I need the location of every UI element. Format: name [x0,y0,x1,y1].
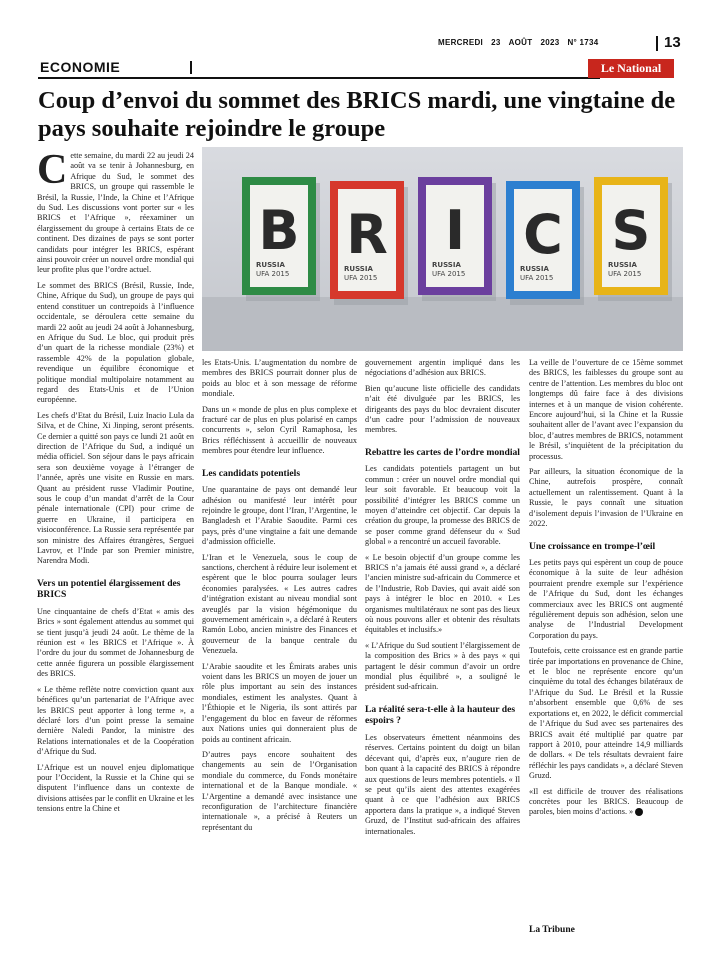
paragraph: Toutefois, cette croissance est en grande partie tirée par importations en provenance de Chine, et le bloc ne représente encore qu’un cinquième du total des échanges bilatéraux de l’Afrique du Sud. Le Brésil et la Russie n’absorbent ensemble que 0,6% de ses exportations et, en 2022, le déficit commercial de l’Afrique du Sud avec ses partenaires des BRICS avait été multiplié par quatre par rapport à 2010, pour atteindre 14,9 milliards de dollars. « De tels résultats devraient faire réfléchir les pays candidats », a déclaré Steven Gruzd. [529,646,683,781]
drop-cap: C [37,147,68,193]
frame-caption-line2: UFA 2015 [344,274,378,282]
article-column-4 [529,358,683,823]
paragraph: Une quarantaine de pays ont demandé leur adhésion ou manifesté leur intérêt pour rejoindre le groupe, dont l’Iran, l’Argentine, le Bangladesh et l’Arabie Saoudite. Parmi ces pays, près d’une vingtaine a fait une demande d’admission officielle. [202,485,357,547]
page-number: 13 [664,34,681,51]
newspaper-brand: Le National [588,59,674,78]
paragraph [529,787,683,818]
article-photo [202,147,683,351]
subheading: Les candidats potentiels [202,467,301,479]
paragraph: D’autres pays encore souhaitent des changements au sein de l’Organisation mondiale du commerce, du Fonds monétaire international et de la Banque mondiale. « L’Argentine a demandé avec insistance une reconfiguration de l’architecture financière internationale », a précisé à Reuters un représentant du [202,749,357,832]
frame-caption-line2: UFA 2015 [432,270,466,278]
paragraph: Les chefs d’Etat du Brésil, Luiz Inacio Lula da Silva, et de Chine, Xi Jinping, seront présents. Ce dernier a quitté son pays ce lundi 21 août en direction de l’Afrique du Sud, a indiqué un média officiel. Son séjour dans le pays africain sera son deuxième voyage à l’étranger de l’année, après une visite en Russie en mars. Quant au président russe Vladimir Poutine, sous le coup d’un mandat d’arrêt de la Cour pénale internationale (CPI) pour crime de guerre en Ukraine, il participera en visioconférence. La Russie sera représentée par son ministre des Affaires étrangères, Serguei Lavrov, et l’Inde par son Premier ministre, Narendra Modi. [37,410,194,566]
paragraph: Bien qu’aucune liste officielle des candidats n’ait été divulguée par les BRICS, les dirigeants des pays du bloc devraient discuter d’un cadre pour l’admission de nouveaux membres. [365,383,520,435]
issue-meta [438,38,607,47]
paragraph: gouvernement argentin impliqué dans les négociations d’adhésion aux BRICS. [365,358,520,378]
closing-quote: «Il est difficile de trouver des réalisations concrètes pour les BRICS. Beaucoup de paroles, bien moins d’actions. » [529,786,683,817]
paragraph: L’Iran et le Venezuela, sous le coup de sanctions, cherchent à réduire leur isolement et espèrent que le bloc pourra soulager leurs économies paralysées. « Les autres cadres d’intégration existant au niveau mondial sont aveuglés par la vision hégémonique du gouvernement américain », a déclaré à Reuters Ramón Lobo, ancien ministre des Finances et gouverneur de la banque centrale du Venezuela. [202,552,357,656]
paragraph: Une cinquantaine de chefs d’Etat « amis des Brics » sont également attendus au sommet qui se tient jusqu’à jeudi 24 août. Le thème de la réunion est « les BRICS et l’Afrique ». À l’ordre du jour du sommet de Johannesburg de cette année figurera un possible élargissement des BRICS. [37,606,194,679]
article-headline: Coup d’envoi du sommet des BRICS mardi, une vingtaine de pays souhaite rejoindre le groupe [38,87,676,142]
brics-frame-c [506,181,584,305]
page-number-divider [656,36,658,51]
frame-letter: C [523,203,563,266]
frame-caption-line2: UFA 2015 [608,270,642,278]
frame-letter: S [611,199,651,262]
paragraph [37,147,194,276]
paragraph: Les petits pays qui espèrent un coup de pouce économique à la suite de leur adhésion pourraient prendre exemple sur l’expérience de l’Afrique du Sud, dont les échanges commerciaux avec les BRICS ont augmenté régulièrement depuis son adhésion, selon une analyse de l’Industrial Development Corporation du pays. [529,558,683,640]
paragraph: Dans un « monde de plus en plus complexe et fracturé car de plus en plus polarisé en camps concurrents », selon Cyril Ramaphosa, les Brics réfléchissent à accueillir de nouveaux membres pour étendre leur influence. [202,404,357,456]
paragraph: Les candidats potentiels partagent un but commun : créer un nouvel ordre mondial qui leur soit favorable. Et beaucoup voit la possibilité d’intégrer les BRICS comme un moyen d’atteindre cet objectif. Car depuis la création du groupe, la promesse des BRICS de se poser comme grand défenseur du « Sud global » a rencontré un accueil favorable. [365,464,520,547]
article-column-1 [37,147,194,820]
issue-year: 2023 [540,38,560,47]
brics-frame-i [418,177,496,301]
photo-table [202,297,683,351]
subheading: Vers un potentiel élargissement des BRICS [37,577,181,601]
frame-caption-line1: RUSSIA [256,261,285,269]
subheading: Rebattre les cartes de l’ordre mondial [365,446,520,458]
frame-caption-line1: RUSSIA [344,265,373,273]
subheading: Une croissance en trompe-l’œil [529,540,656,552]
frame-letter: R [346,203,388,266]
brics-frame-b [242,177,320,301]
paragraph: Les observateurs émettent néanmoins des réserves. Certains pointent du doigt un bilan décevant qui, d’après eux, n’augure rien de bon quant à la capacité des BRICS à répondre aux questions de leurs membres potentiels. « Il se peut qu’ils aient des attentes exagérées quant à ce que l’adhésion aux BRICS apportera dans la pratique », a indiqué Steven Gruzd, de l’Institut sud-africain des affaires internationales. [365,732,520,836]
brics-frame-r [330,181,408,305]
paragraph: « L’Afrique du Sud soutient l’élargissement de la composition des Brics » à des pays « qui partagent le désir commun d’avoir un ordre mondial plus équilibré », a souligné le président sud-africain. [365,640,520,692]
paragraph: L’Afrique est un nouvel enjeu diplomatique pour l’Occident, la Russie et la Chine qui se disputent l’influence dans un contexte de divisions attisées par le conflit en Ukraine et les tensions entre la Chine et [37,762,194,814]
frame-caption-line1: RUSSIA [608,261,637,269]
paragraph: « Le besoin objectif d’un groupe comme les BRICS n’a jamais été aussi grand », a déclaré l’ancien ministre sud-africain du Commerce et de l’Industrie, Rob Davies, qui avait aidé son pays à intégrer le bloc en 2010. « Les organismes multilatéraux ne sont pas des lieux où nous pouvons aller et obtenir des résultats équitables et inclusifs.» [365,552,520,635]
paragraph: « Le thème reflète notre conviction quant aux bénéfices qu’un partenariat de l’Afrique avec les BRICS peut apporter à long terme », a déclaré lors d’un point presse la semaine dernière Naledi Pandor, la ministre des Relations internationales et de la Coopération d’Afrique du Sud. [37,684,194,757]
frame-caption-line2: UFA 2015 [520,274,554,282]
brics-frame-s [594,177,672,301]
paragraph: Par ailleurs, la situation économique de la Chine, autrefois prospère, connaît actuellement un ralentissement. Quant à la Russie, le pays connaît une situation d’isolement depuis l’invasion de l’Ukraine en 2022. [529,467,683,529]
section-label: ECONOMIE [40,59,121,75]
issue-number: N° 1734 [567,38,599,47]
issue-day: MERCREDI [438,38,484,47]
issue-month: AOÛT [508,38,533,47]
frame-letter: B [258,199,300,262]
frame-caption-line1: RUSSIA [432,261,461,269]
end-mark-icon [635,808,643,816]
paragraph: La veille de l’ouverture de ce 15ème sommet des BRICS, les faiblesses du groupe sont au centre de l’attention. Les membres du bloc ont longtemps dû faire face à des divisions internes et à un manque de vision cohérente. Encore aujourd’hui, si la Chine et la Russie souhaitent aller de l’avant avec l’expansion du bloc, d’autres membres de BRICS, notamment le Brésil, s’inquiètent de la précipitation du processus. [529,358,683,461]
subheading: La réalité sera-t-elle à la hauteur des espoirs ? [365,703,516,727]
section-divider [190,61,192,74]
frame-caption-line1: RUSSIA [520,265,549,273]
frame-letter: I [444,199,466,262]
paragraph-text: ette semaine, du mardi 22 au jeudi 24 août va se tenir à Johannesburg, en Afrique du Sud, le sommet des BRICS, un groupe qui rassemble le Brésil, la Russie, l’Inde, la Chine et l’Afrique du Sud. Les discussions vont porter sur « les BRICS et l’Afrique », réexaminer un élargissement du groupe à certains Etats de ce continent. Des dizaines de pays se sont porter candidats pour intégrer les BRICS, espérant ainsi pouvoir créer un nouvel ordre mondial qui leur profite plus que l’ordre actuel. [37,151,194,275]
article-signature: La Tribune [529,925,575,935]
header-rule [38,77,600,79]
paragraph: les Etats-Unis. L’augmentation du nombre de membres des BRICS pourrait donner plus de poids au bloc et à son message de réforme mondiale. [202,358,357,399]
frame-caption-line2: UFA 2015 [256,270,290,278]
paragraph: L’Arabie saoudite et les Émirats arabes unis voient dans les BRICS un moyen de jouer un rôle plus important au sein des instances mondiales, estiment les analystes. Quant à l’Éthiopie et le Nigeria, ils sont attirés par l’engagement du bloc en faveur de réformes aux Nations unies qui donneraient plus de poids au continent africain. [202,661,357,744]
article-column-3 [365,358,520,842]
issue-date: 23 [491,38,501,47]
brics-photo-illustration [202,147,683,351]
article-column-2 [202,358,357,838]
paragraph: Le sommet des BRICS (Brésil, Russie, Inde, Chine, Afrique du Sud), un groupe de pays qui entend constituer un contrepoids à l’influence occidentale, se déroulera cette semaine du mardi 22 août au jeudi 24 août à Johannesburg, en Afrique du Sud. Le bloc, qui produit près d’un quart de la richesse mondiale (23%) et rassemble 42% de la population globale, revendique un équilibre économique et politique mondial multipolaire notamment au regard des Etats-Unis et de l’Union européenne. [37,280,194,405]
